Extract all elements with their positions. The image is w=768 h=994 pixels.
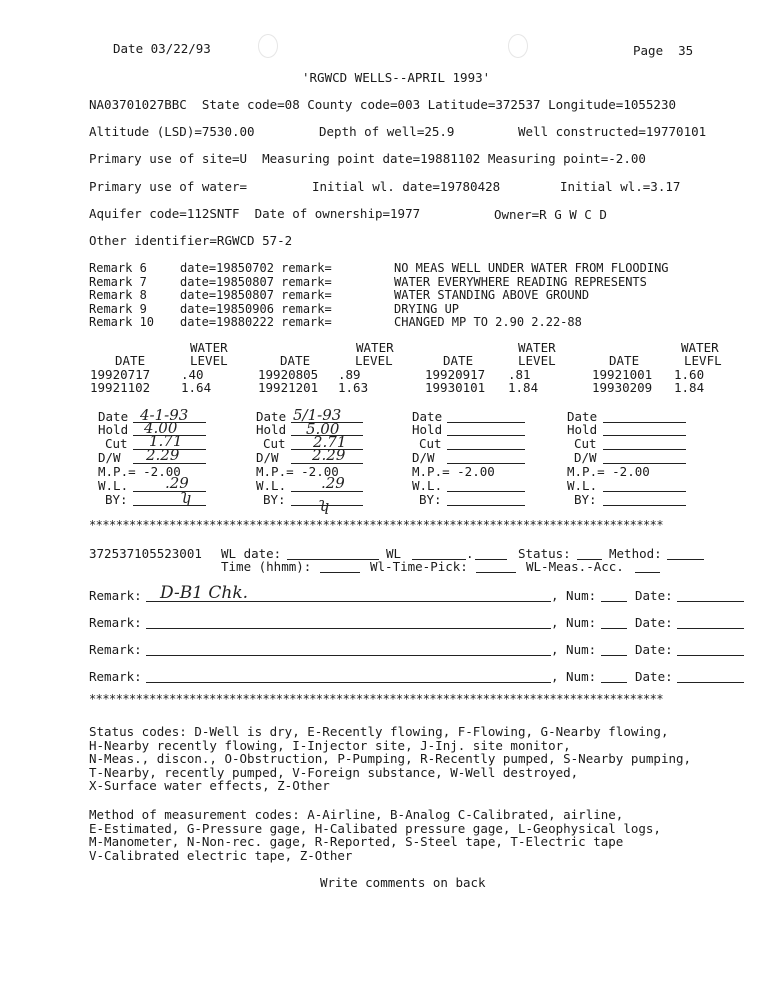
num-label: , Num: (551, 615, 597, 630)
num-field[interactable] (601, 655, 627, 656)
level-value: .40 (181, 367, 204, 382)
num-field[interactable] (601, 628, 627, 629)
remark-label: Remark: (89, 588, 142, 603)
status-code-line: Status codes: D-Well is dry, E-Recently flowing, F-Flowing, G-Nearby flowing, (89, 724, 669, 739)
remark-text: DRYING UP (394, 302, 460, 316)
punch-hole-right (508, 34, 528, 58)
hold-field[interactable] (603, 435, 686, 436)
level-value: 1.84 (674, 380, 705, 395)
date-label: Date (567, 409, 598, 424)
by-field[interactable] (133, 505, 206, 506)
remark-text: CHANGED MP TO 2.90 2.22-88 (394, 315, 582, 329)
wl-meas-acc-field[interactable] (635, 572, 660, 573)
date-label: Date (256, 409, 287, 424)
date-field[interactable] (677, 601, 744, 602)
mp-label: M.P.= -2.00 (412, 464, 495, 479)
water-header: WATER (681, 340, 719, 355)
cut-label: Cut (574, 436, 597, 451)
site-number: 372537105523001 (89, 546, 202, 561)
wl-label: W.L. (412, 478, 443, 493)
water-header: WATER (356, 340, 394, 355)
by-label: BY: (574, 492, 597, 507)
wl-field[interactable] (447, 491, 525, 492)
remark-label: Remark 9 (89, 302, 155, 316)
cut-value: 2.71 (313, 433, 347, 451)
level-date: 19920917 (425, 367, 486, 382)
date-header: DATE (443, 353, 474, 368)
date-field[interactable] (677, 628, 744, 629)
by-label: BY: (105, 492, 128, 507)
level-value: .89 (338, 367, 361, 382)
method-code-line: Method of measurement codes: A-Airline, B-Analog C-Calibrated, airline, (89, 807, 624, 822)
site-use-line: Primary use of site=U Measuring point date=19881102 Measuring point=-2.00 (89, 151, 646, 166)
punch-hole-left (258, 34, 278, 58)
remark-meta: date=19850807 remark= (180, 288, 332, 302)
by-field[interactable] (447, 505, 525, 506)
remark-text: NO MEAS WELL UNDER WATER FROM FLOODING (394, 261, 669, 275)
remark-meta: date=19850807 remark= (180, 275, 332, 289)
level-date: 19920805 (258, 367, 319, 382)
date-field[interactable] (677, 682, 744, 683)
time-label: Time (hhmm): (221, 559, 312, 574)
num-field[interactable] (601, 601, 627, 602)
by-label: BY: (263, 492, 286, 507)
site-id-line: NA03701027BBC State code=08 County code=003 Latitude=372537 Longitude=1055230 (89, 97, 676, 112)
by-label: BY: (419, 492, 442, 507)
altitude: Altitude (LSD)=7530.00 (89, 124, 255, 139)
remark-label: Remark: (89, 642, 142, 657)
wl-label: WL (386, 546, 402, 561)
initials-signature: ʮ (318, 497, 330, 515)
remark-label: Remark: (89, 615, 142, 630)
water-header: WATER (518, 340, 556, 355)
date-label: Date: (635, 669, 673, 684)
hold-field[interactable] (447, 435, 525, 436)
dw-label: D/W (98, 450, 121, 465)
date-value: 5/1-93 (293, 406, 342, 424)
initials-signature: ʮ (180, 489, 192, 507)
date-header: DATE (609, 353, 640, 368)
remark-text: WATER EVERYWHERE READING REPRESENTS (394, 275, 647, 289)
time-field[interactable] (320, 572, 360, 573)
wl-field[interactable] (603, 491, 686, 492)
dw-value: 2.29 (312, 446, 346, 464)
status-label: Status: (518, 546, 571, 561)
level-date: 19921201 (258, 380, 319, 395)
status-code-line: T-Nearby, recently pumped, V-Foreign substance, W-Well destroyed, (89, 765, 579, 780)
method-code-line: E-Estimated, G-Pressure gage, H-Calibated pressure gage, L-Geophysical logs, (89, 821, 661, 836)
date-value: 4-1-93 (140, 406, 189, 424)
method-field[interactable] (667, 559, 704, 560)
level-value: 1.63 (338, 380, 369, 395)
remark-field[interactable] (146, 628, 551, 629)
hold-label: Hold (256, 422, 287, 437)
report-date: Date 03/22/93 (113, 41, 211, 56)
other-identifier: Other identifier=RGWCD 57-2 (89, 233, 293, 248)
wl-decimal-field[interactable] (475, 559, 507, 560)
page-number: Page 35 (633, 43, 694, 58)
cut-label: Cut (263, 436, 286, 451)
remark-label: Remark 6 (89, 261, 155, 275)
wl-time-pick-field[interactable] (476, 572, 516, 573)
date-label: Date: (635, 588, 673, 603)
initial-wl-date: Initial wl. date=19780428 (312, 179, 501, 194)
level-date: 19930209 (592, 380, 653, 395)
mp-label: M.P.= -2.00 (256, 464, 339, 479)
initial-wl: Initial wl.=3.17 (560, 179, 681, 194)
date-label: Date (98, 409, 129, 424)
wl-decimal: . (466, 546, 474, 561)
cut-value: 1.71 (149, 432, 183, 450)
level-header: LEVEL (518, 353, 556, 368)
method-code-line: M-Manometer, N-Non-rec. gage, R-Reported, S-Steel tape, T-Electric tape (89, 834, 624, 849)
water-use: Primary use of water= (89, 179, 248, 194)
hold-value: 5.00 (306, 420, 340, 438)
level-value: .81 (508, 367, 531, 382)
level-value: 1.64 (181, 380, 212, 395)
cut-label: Cut (419, 436, 442, 451)
num-label: , Num: (551, 669, 597, 684)
mp-label: M.P.= -2.00 (98, 464, 181, 479)
remark-text: WATER STANDING ABOVE GROUND (394, 288, 590, 302)
wl-time-pick-label: Wl-Time-Pick: (370, 559, 468, 574)
dw-label: D/W (412, 450, 435, 465)
num-label: , Num: (551, 588, 597, 603)
level-date: 19921001 (592, 367, 653, 382)
level-date: 19930101 (425, 380, 486, 395)
hold-label: Hold (98, 422, 129, 437)
date-label: Date: (635, 615, 673, 630)
date-field[interactable] (603, 422, 686, 423)
remark-label: Remark: (89, 669, 142, 684)
date-label: Date: (635, 642, 673, 657)
remark-label: Remark 10 (89, 315, 155, 329)
status-code-line: H-Nearby recently flowing, I-Injector site, J-Inj. site monitor, (89, 738, 571, 753)
wl-label: W.L. (98, 478, 129, 493)
num-label: , Num: (551, 642, 597, 657)
remark-label: Remark 8 (89, 288, 155, 302)
cut-field[interactable] (447, 449, 525, 450)
cut-label: Cut (105, 436, 128, 451)
remark-field[interactable] (146, 655, 551, 656)
remark-meta: date=19850906 remark= (180, 302, 332, 316)
well-depth: Depth of well=25.9 (319, 124, 455, 139)
date-header: DATE (280, 353, 311, 368)
well-constructed: Well constructed=19770101 (518, 124, 707, 139)
level-header: LEVEL (190, 353, 228, 368)
status-code-line: X-Surface water effects, Z-Other (89, 778, 330, 793)
level-value: 1.84 (508, 380, 539, 395)
level-header: LEVEL (355, 353, 393, 368)
remark-field[interactable] (146, 682, 551, 683)
hold-value: 4.00 (144, 419, 178, 437)
wl-label: W.L. (567, 478, 598, 493)
wl-label: W.L. (256, 478, 287, 493)
mp-label: M.P.= -2.00 (567, 464, 650, 479)
date-field[interactable] (447, 422, 525, 423)
date-header: DATE (115, 353, 146, 368)
date-label: Date (412, 409, 443, 424)
remark-meta: date=19850702 remark= (180, 261, 332, 275)
dw-value: 2.29 (146, 446, 180, 464)
status-code-line: N-Meas., discon., O-Obstruction, P-Pumping, R-Recently pumped, S-Nearby pumping, (89, 751, 692, 766)
remark-handwritten: D-B1 Chk. (160, 583, 249, 603)
water-header: WATER (190, 340, 228, 355)
hold-label: Hold (567, 422, 598, 437)
dw-label: D/W (574, 450, 597, 465)
level-value: 1.60 (674, 367, 705, 382)
divider-line: ************************************************************************************** (89, 518, 664, 532)
method-code-line: V-Calibrated electric tape, Z-Other (89, 848, 353, 863)
num-field[interactable] (601, 682, 627, 683)
level-date: 19921102 (90, 380, 151, 395)
report-title: 'RGWCD WELLS--APRIL 1993' (302, 70, 491, 85)
dw-label: D/W (256, 450, 279, 465)
method-label: Method: (609, 546, 662, 561)
wl-date-label: WL date: (221, 546, 282, 561)
date-field[interactable] (677, 655, 744, 656)
hold-label: Hold (412, 422, 443, 437)
by-field[interactable] (603, 505, 686, 506)
wl-value: .29 (321, 474, 345, 492)
divider-line: ************************************************************************************** (89, 692, 664, 706)
wl-value: .29 (165, 474, 189, 492)
level-date: 19920717 (90, 367, 151, 382)
level-header: LEVFL (684, 353, 722, 368)
wl-meas-acc-label: WL-Meas.-Acc. (526, 559, 624, 574)
remark-label: Remark 7 (89, 275, 155, 289)
footer-note: Write comments on back (320, 875, 486, 890)
aquifer-line: Aquifer code=112SNTF Date of ownership=1977 (89, 206, 421, 221)
owner: Owner=R G W C D (494, 207, 607, 222)
remark-meta: date=19880222 remark= (180, 315, 332, 329)
cut-field[interactable] (603, 449, 686, 450)
